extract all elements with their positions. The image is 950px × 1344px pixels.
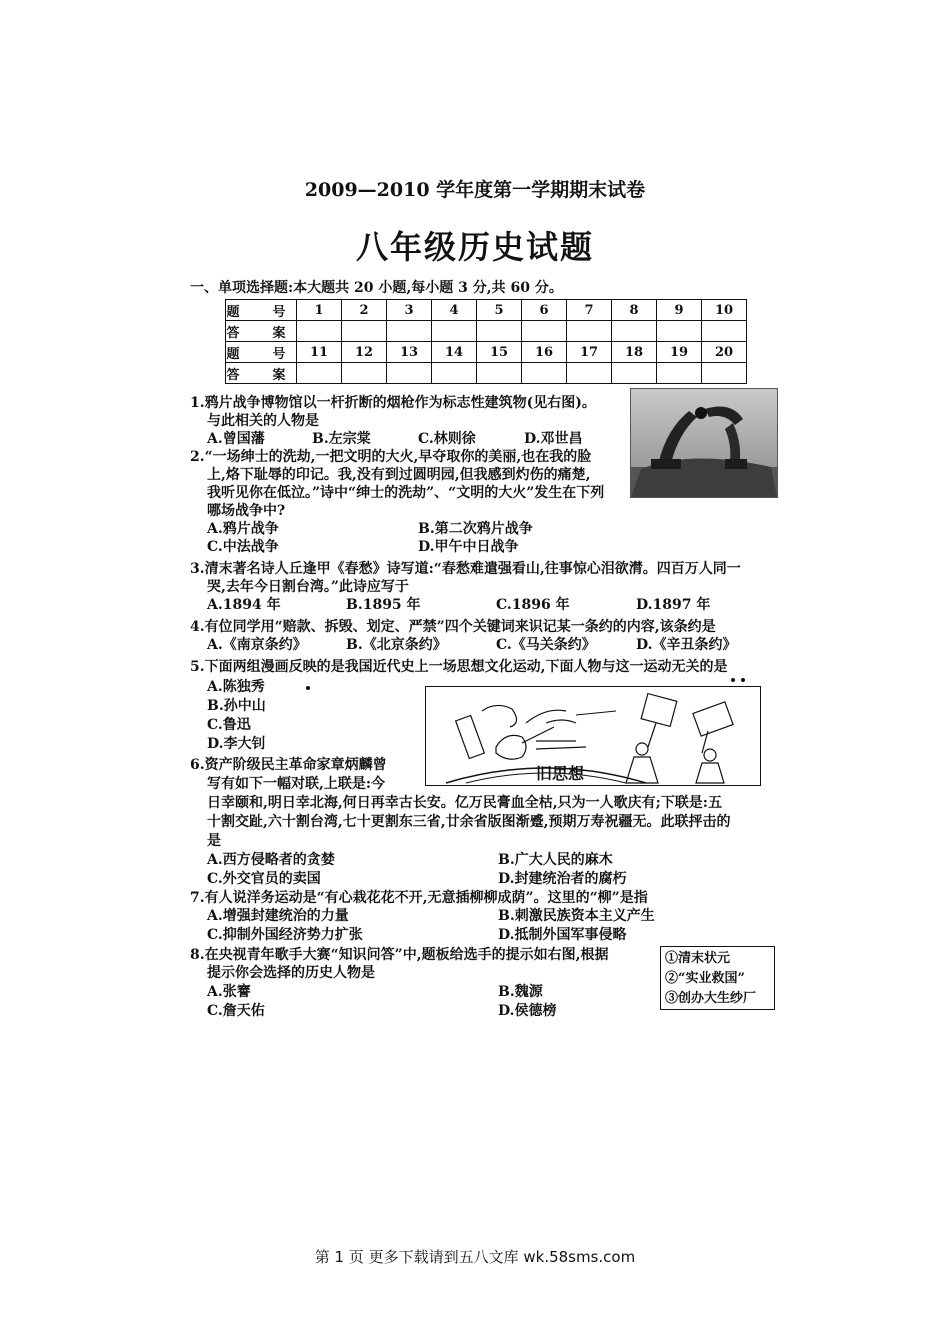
q4-stem-line1: 4.有位同学用“赔款、拆毁、划定、严禁”四个关键词来识记某一条约的内容,该条约是	[190, 619, 716, 635]
question-number: 4	[432, 300, 477, 321]
question-number: 6	[522, 300, 567, 321]
q6-option-b: B.广大人民的麻木	[498, 852, 613, 868]
question-number: 12	[342, 342, 387, 363]
row-label-answer: 答 案	[226, 363, 297, 384]
q3-option-b: B.1895 年	[346, 597, 421, 613]
answer-cell[interactable]	[567, 363, 612, 384]
q8-option-b: B.魏源	[498, 984, 543, 1000]
q3-stem-line1: 3.清末著名诗人丘逢甲《春愁》诗写道:“春愁难遣强看山,往事惊心泪欲潸。四百万人同一	[190, 561, 741, 577]
question-number: 19	[657, 342, 702, 363]
q5-option-a: A.陈独秀	[207, 679, 265, 695]
table-row	[226, 342, 747, 363]
q8-stem-line1: 8.在央视青年歌手大赛“知识问答”中,题板给选手的提示如右图,根据	[190, 947, 609, 963]
q3-option-c: C.1896 年	[496, 597, 570, 613]
question-number: 10	[702, 300, 747, 321]
q6-stem-line1: 6.资产阶级民主革命家章炳麟曾	[190, 757, 387, 773]
q6-option-a: A.西方侵略者的贪婪	[207, 852, 335, 868]
answer-cell[interactable]	[342, 321, 387, 342]
row-label-number: 题 号	[226, 300, 297, 321]
answer-table	[225, 299, 747, 384]
q5-option-b: B.孙中山	[207, 698, 266, 714]
question-number: 3	[387, 300, 432, 321]
answer-cell[interactable]	[657, 321, 702, 342]
ink-dot	[741, 678, 745, 682]
answer-cell[interactable]	[432, 363, 477, 384]
section1-heading: 一、单项选择题:本大题共 20 小题,每小题 3 分,共 60 分。	[190, 280, 563, 296]
q2-stem-line2: 上,烙下耻辱的印记。我,没有到过圆明园,但我感到灼伤的痛楚,	[207, 467, 591, 483]
q4-option-a: A.《南京条约》	[207, 637, 307, 653]
q3-option-d: D.1897 年	[636, 597, 711, 613]
hint-item: ①清末状元	[665, 951, 731, 966]
q6-option-d: D.封建统治者的腐朽	[498, 871, 627, 887]
q2-stem-line4: 哪场战争中?	[207, 503, 286, 519]
q7-option-c: C.抑制外国经济势力扩张	[207, 927, 363, 943]
q6-stem-line3: 日幸颐和,明日幸北海,何日再幸古长安。亿万民膏血全枯,只为一人歌庆有;下联是:五	[207, 795, 722, 811]
answer-cell[interactable]	[567, 321, 612, 342]
opium-pipe-monument-photo	[630, 388, 778, 498]
q2-option-a: A.鸦片战争	[207, 521, 279, 537]
answer-cell[interactable]	[522, 363, 567, 384]
question-number: 17	[567, 342, 612, 363]
q3-stem-line2: 哭,去年今日割台湾。”此诗应写于	[207, 579, 409, 595]
q5-option-d: D.李大钊	[207, 736, 266, 752]
q7-stem-line1: 7.有人说洋务运动是“有心栽花花不开,无意插柳柳成荫”。这里的“柳”是指	[190, 890, 648, 906]
question-number: 15	[477, 342, 522, 363]
q1-option-a: A.曾国藩	[207, 431, 265, 447]
question-number: 16	[522, 342, 567, 363]
q1-option-b: B.左宗棠	[312, 431, 371, 447]
q2-stem-line3: 我听见你在低泣。”诗中“绅士的洗劫”、“文明的大火”发生在下列	[207, 485, 605, 501]
answer-cell[interactable]	[387, 363, 432, 384]
exam-title: 八年级历史试题	[355, 228, 594, 266]
question-number: 13	[387, 342, 432, 363]
new-culture-cartoon	[425, 686, 761, 786]
question-number: 11	[297, 342, 342, 363]
answer-cell[interactable]	[477, 363, 522, 384]
answer-cell[interactable]	[297, 321, 342, 342]
question-number: 5	[477, 300, 522, 321]
row-label-number: 题 号	[226, 342, 297, 363]
row-label-answer: 答 案	[226, 321, 297, 342]
q2-option-b: B.第二次鸦片战争	[418, 521, 533, 537]
table-row	[226, 363, 747, 384]
question-number: 8	[612, 300, 657, 321]
question-number: 1	[297, 300, 342, 321]
q3-option-a: A.1894 年	[207, 597, 281, 613]
q8-option-c: C.詹天佑	[207, 1003, 265, 1019]
question-number: 2	[342, 300, 387, 321]
q6-stem-line4: 十割交趾,六十割台湾,七十更割东三省,廿余省版图渐蹙,预期万寿祝疆无。此联抨击的	[207, 814, 731, 830]
q1-option-d: D.邓世昌	[524, 431, 583, 447]
q2-stem-line1: 2.“一场绅士的洗劫,一把文明的大火,早夺取你的美丽,也在我的脸	[190, 449, 592, 465]
q8-option-d: D.侯德榜	[498, 1003, 557, 1019]
q8-option-a: A.张謇	[207, 984, 251, 1000]
q7-option-d: D.抵制外国军事侵略	[498, 927, 627, 943]
hint-item: ②“实业救国”	[665, 971, 745, 986]
q6-stem-line5: 是	[207, 833, 221, 849]
q1-stem-line1: 1.鸦片战争博物馆以一杆折断的烟枪作为标志性建筑物(见右图)。	[190, 395, 596, 411]
cartoon-caption: 旧思想	[536, 764, 585, 783]
q1-stem-line2: 与此相关的人物是	[207, 413, 319, 429]
answer-cell[interactable]	[297, 363, 342, 384]
answer-cell[interactable]	[387, 321, 432, 342]
q2-option-c: C.中法战争	[207, 539, 279, 555]
q2-option-d: D.甲午中日战争	[418, 539, 519, 555]
question-number: 18	[612, 342, 657, 363]
table-row	[226, 300, 747, 321]
q4-option-c: C.《马关条约》	[496, 637, 596, 653]
q4-option-d: D.《辛丑条约》	[636, 637, 737, 653]
q7-option-a: A.增强封建统治的力量	[207, 908, 349, 924]
answer-cell[interactable]	[477, 321, 522, 342]
table-row	[226, 321, 747, 342]
q7-option-b: B.刺激民族资本主义产生	[498, 908, 655, 924]
q8-hint-board	[660, 946, 775, 1010]
question-number: 14	[432, 342, 477, 363]
exam-subtitle: 2009—2010 学年度第一学期期末试卷	[304, 179, 646, 201]
ink-dot	[306, 686, 310, 690]
answer-cell[interactable]	[612, 363, 657, 384]
answer-cell[interactable]	[342, 363, 387, 384]
answer-cell[interactable]	[522, 321, 567, 342]
question-number: 9	[657, 300, 702, 321]
answer-cell[interactable]	[612, 321, 657, 342]
q8-stem-line2: 提示你会选择的历史人物是	[207, 965, 375, 981]
hint-item: ③创办大生纱厂	[665, 991, 757, 1006]
q5-stem-line1: 5.下面两组漫画反映的是我国近代史上一场思想文化运动,下面人物与这一运动无关的是	[190, 659, 728, 675]
q1-option-c: C.林则徐	[418, 431, 476, 447]
answer-cell[interactable]	[702, 321, 747, 342]
ink-dot	[731, 678, 735, 682]
q4-option-b: B.《北京条约》	[346, 637, 447, 653]
answer-cell[interactable]	[432, 321, 477, 342]
page-footer: 第 1 页 更多下载请到五八文库 wk.58sms.com	[314, 1248, 636, 1266]
q5-option-c: C.鲁迅	[207, 717, 251, 733]
question-number: 20	[702, 342, 747, 363]
answer-cell[interactable]	[702, 363, 747, 384]
question-number: 7	[567, 300, 612, 321]
q6-option-c: C.外交官员的卖国	[207, 871, 321, 887]
q6-stem-line2: 写有如下一幅对联,上联是:今	[207, 776, 386, 792]
answer-cell[interactable]	[657, 363, 702, 384]
